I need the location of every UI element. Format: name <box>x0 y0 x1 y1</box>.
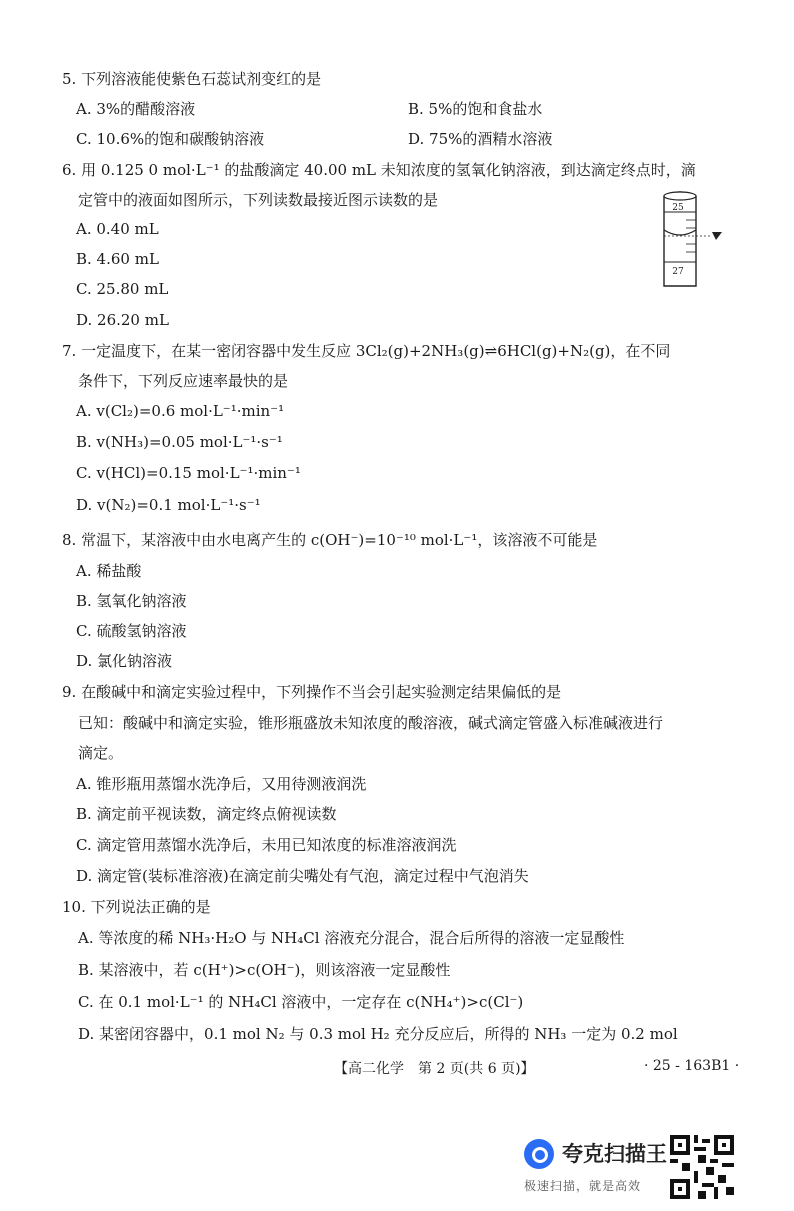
eye-icon <box>712 232 722 240</box>
q10-stem: 10. 下列说法正确的是 <box>62 898 211 916</box>
q7-option-c: C. v(HCl)=0.15 mol·L⁻¹·min⁻¹ <box>76 464 301 482</box>
q8-option-c: C. 硫酸氢钠溶液 <box>76 622 187 640</box>
q10-option-c: C. 在 0.1 mol·L⁻¹ 的 NH₄Cl 溶液中，一定存在 c(NH₄⁺)>c(Cl⁻) <box>78 993 524 1011</box>
quark-logo-icon <box>524 1139 554 1169</box>
scanner-watermark <box>518 1133 748 1203</box>
qr-code-icon <box>670 1135 734 1199</box>
q9-option-b: B. 滴定前平视读数，滴定终点俯视读数 <box>76 805 337 823</box>
q9-stem: 9. 在酸碱中和滴定实验过程中，下列操作不当会引起实验测定结果偏低的是 <box>62 683 562 701</box>
q8-option-d: D. 氯化钠溶液 <box>76 652 173 670</box>
q10-option-d: D. 某密闭容器中，0.1 mol N₂ 与 0.3 mol H₂ 充分反应后，所得的 NH₃ 一定为 0.2 mol <box>78 1025 678 1043</box>
burette-label-27: 27 <box>672 267 684 277</box>
q9-option-c: C. 滴定管用蒸馏水洗净后，未用已知浓度的标准溶液润洗 <box>76 836 457 854</box>
q10-option-a: A. 等浓度的稀 NH₃·H₂O 与 NH₄Cl 溶液充分混合，混合后所得的溶液一定显酸性 <box>78 929 625 947</box>
q6-option-b: B. 4.60 mL <box>76 250 159 268</box>
q5-stem: 5. 下列溶液能使紫色石蕊试剂变红的是 <box>62 70 322 88</box>
burette-figure <box>656 190 726 290</box>
q9-option-d: D. 滴定管(装标准溶液)在滴定前尖嘴处有气泡，滴定过程中气泡消失 <box>76 867 529 885</box>
q5-option-c: C. 10.6%的饱和碳酸钠溶液 <box>76 130 265 148</box>
q5-option-d: D. 75%的酒精水溶液 <box>408 130 553 148</box>
q10-option-b: B. 某溶液中，若 c(H⁺)>c(OH⁻)，则该溶液一定显酸性 <box>78 961 451 979</box>
q7-option-a: A. v(Cl₂)=0.6 mol·L⁻¹·min⁻¹ <box>76 402 285 420</box>
q6-option-d: D. 26.20 mL <box>76 311 169 329</box>
q9-note-line1: 已知：酸碱中和滴定实验，锥形瓶盛放未知浓度的酸溶液，碱式滴定管盛入标准碱液进行 <box>78 714 664 732</box>
q7-option-d: D. v(N₂)=0.1 mol·L⁻¹·s⁻¹ <box>76 496 261 514</box>
footer-code: · 25 - 163B1 · <box>644 1058 740 1074</box>
burette-label-25: 25 <box>672 203 684 213</box>
q5-option-b: B. 5%的饱和食盐水 <box>408 100 543 118</box>
q6-option-c: C. 25.80 mL <box>76 280 169 298</box>
q6-option-a: A. 0.40 mL <box>76 220 159 238</box>
q9-note-line2: 滴定。 <box>78 744 124 762</box>
q6-stem-line1: 6. 用 0.125 0 mol·L⁻¹ 的盐酸滴定 40.00 mL 未知浓度的氢氧化钠溶液，到达滴定终点时，滴 <box>62 161 696 179</box>
q7-stem-line2: 条件下，下列反应速率最快的是 <box>78 372 289 390</box>
q8-option-a: A. 稀盐酸 <box>76 562 142 580</box>
q5-option-a: A. 3%的醋酸溶液 <box>76 100 196 118</box>
brand-slogan: 极速扫描，就是高效 <box>524 1179 642 1193</box>
q9-option-a: A. 锥形瓶用蒸馏水洗净后，又用待测液润洗 <box>76 775 367 793</box>
footer-page-info: 【高二化学 第 2 页(共 6 页)】 <box>334 1061 535 1077</box>
q7-stem-line1: 7. 一定温度下，在某一密闭容器中发生反应 3Cl₂(g)+2NH₃(g)⇌6HCl(g)+N₂(g)，在不同 <box>62 342 671 360</box>
q7-option-b: B. v(NH₃)=0.05 mol·L⁻¹·s⁻¹ <box>76 433 283 451</box>
q8-option-b: B. 氢氧化钠溶液 <box>76 592 187 610</box>
q6-stem-line2: 定管中的液面如图所示，下列读数最接近图示读数的是 <box>78 191 439 209</box>
brand-name: 夸克扫描王 <box>562 1142 667 1166</box>
q8-stem: 8. 常温下，某溶液中由水电离产生的 c(OH⁻)=10⁻¹⁰ mol·L⁻¹，该溶液不可能是 <box>62 531 598 549</box>
